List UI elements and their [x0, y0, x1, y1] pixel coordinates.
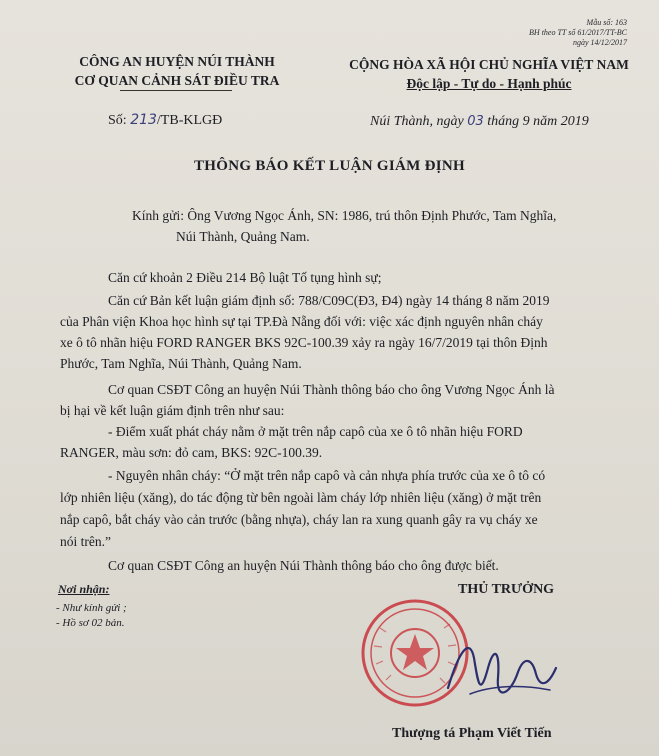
agency-line-1: CÔNG AN HUYỆN NÚI THÀNH	[79, 54, 275, 69]
document-number	[108, 112, 222, 129]
form-note-line-2: BH theo TT số 61/2017/TT-BC	[529, 28, 627, 37]
basis2-line-1: Căn cứ Bản kết luận giám định số: 788/C09C(Đ3, Đ4) ngày 14 tháng 8 năm 2019	[108, 293, 550, 308]
country-name: CỘNG HÒA XÃ HỘI CHỦ NGHĨA VIỆT NAM	[349, 57, 629, 72]
finding1-line-2: RANGER, màu sơn: đỏ cam, BKS: 92C-100.39.	[60, 445, 323, 460]
notice-line-2: bị hại về kết luận giám định trên như sau:	[60, 403, 285, 418]
finding2-line-1: - Nguyên nhân cháy: “Ở mặt trên nắp capô và cản nhựa phía trước của xe ô tô có	[108, 468, 546, 483]
issuing-agency	[62, 52, 292, 90]
closing-line: Cơ quan CSĐT Công an huyện Núi Thành thông báo cho ông được biết.	[108, 558, 499, 573]
form-note-line-3: ngày 14/12/2017	[573, 38, 627, 47]
basis2-line-3: xe ô tô nhãn hiệu FORD RANGER BKS 92C-100.39 xảy ra ngày 16/7/2019 tại thôn Định	[60, 335, 548, 350]
basis2-line-2: của Phân viện Khoa học hình sự tại TP.Đà Nẵng đối với: việc xác định nguyên nhân cháy	[60, 314, 543, 329]
finding1-line-1: - Điểm xuất phát cháy nằm ở mặt trên nắp capô của xe ô tô nhãn hiệu FORD	[108, 424, 523, 439]
place-date	[370, 114, 589, 130]
recipient-line-1: Kính gửi: Ông Vương Ngọc Ánh, SN: 1986, trú thôn Định Phước, Tam Nghĩa,	[132, 208, 557, 223]
receiver-item-2: - Hồ sơ 02 bản.	[56, 617, 125, 629]
finding2-line-4: nói trên.”	[60, 534, 111, 549]
notice-line-1: Cơ quan CSĐT Công an huyện Núi Thành thông báo cho ông Vương Ngọc Ánh là	[108, 382, 555, 397]
place-date-suffix: tháng 9 năm 2019	[483, 114, 589, 129]
receivers-title: Nơi nhận:	[58, 582, 110, 596]
receiver-item-1: - Như kính gửi ;	[56, 602, 127, 614]
doc-number-handwritten: 213	[130, 112, 157, 128]
document-title: THÔNG BÁO KẾT LUẬN GIÁM ĐỊNH	[193, 158, 466, 174]
agency-divider	[120, 90, 232, 91]
basis2-line-4: Phước, Tam Nghĩa, Núi Thành, Quảng Nam.	[60, 356, 302, 371]
recipient-line-2: Núi Thành, Quảng Nam.	[176, 229, 310, 244]
agency-line-2: CƠ QUAN CẢNH SÁT ĐIỀU TRA	[74, 73, 280, 88]
place-date-prefix: Núi Thành, ngày	[370, 114, 468, 129]
finding2-line-2: lớp nhiên liệu (xăng), do tác động từ bên ngoài làm cháy lớp nhiên liệu (xăng) ở mặt trên	[60, 490, 542, 505]
signer-title: THỦ TRƯỞNG	[458, 582, 555, 597]
basis-line-1: Căn cứ khoản 2 Điều 214 Bộ luật Tố tụng hình sự;	[108, 270, 382, 285]
signature-icon	[440, 628, 560, 708]
doc-number-prefix: Số:	[108, 113, 131, 128]
national-motto: Độc lập - Tự do - Hạnh phúc	[406, 76, 572, 91]
signer-name: Thượng tá Phạm Viết Tiến	[392, 726, 552, 741]
finding2-line-3: nắp capô, bắt cháy vào cản trước (bằng nhựa), cháy lan ra xung quanh gây ra vụ cháy xe	[60, 512, 538, 527]
form-note-line-1: Mẫu số: 163	[586, 18, 627, 27]
national-heading	[334, 55, 644, 93]
doc-number-suffix: /TB-KLGĐ	[156, 113, 223, 128]
place-date-day: 03	[467, 114, 484, 129]
